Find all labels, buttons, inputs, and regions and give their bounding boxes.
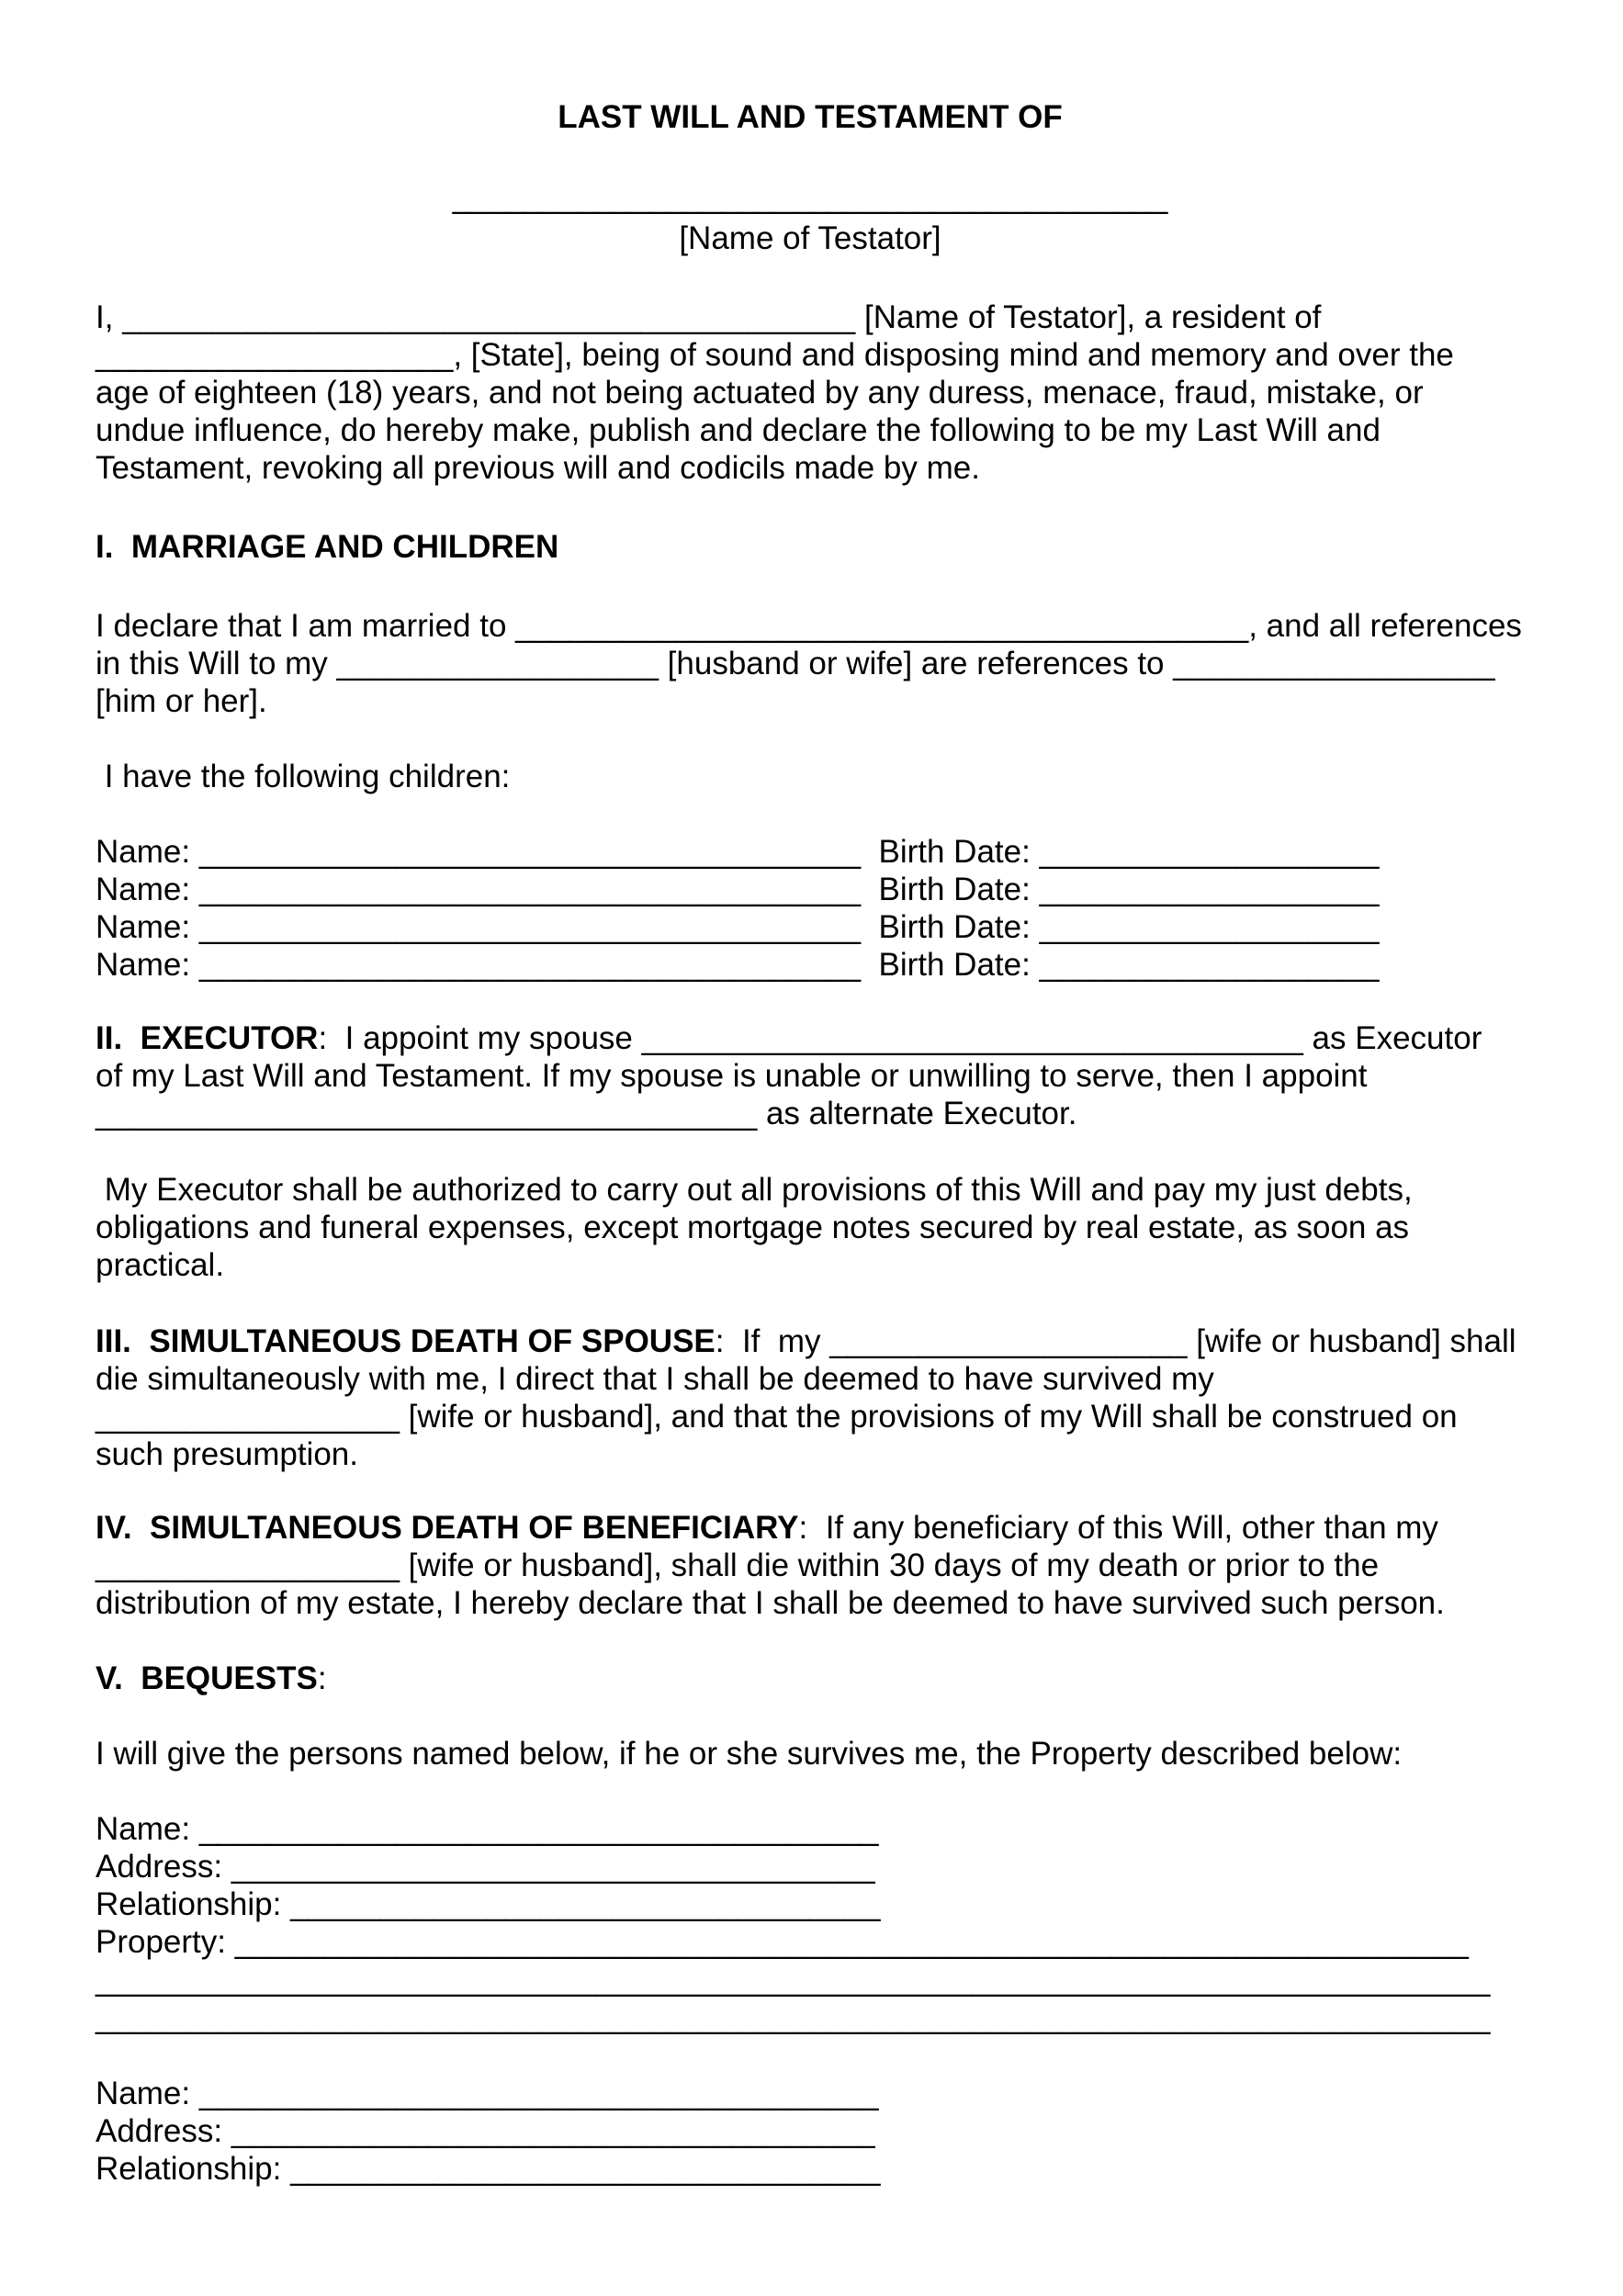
child-name-label: Name: [96, 834, 199, 870]
children-list [96, 833, 1525, 984]
testator-name-line [96, 178, 1525, 216]
beneficiary-death-line-3: distribution of my estate, I hereby declare that I shall be deemed to have survived such person. [96, 1585, 1445, 1621]
executor-powers-line-2: obligations and funeral expenses, except mortgage notes secured by real estate, as soon as [96, 1210, 1410, 1245]
spouse-death-line-1-text: : If my [715, 1323, 830, 1359]
bequest-property-continuation-blank: ______________________________________________________________________________ [96, 1962, 1491, 1998]
bequest-property-blank: _____________________________________________________________________ [234, 1924, 1469, 1960]
spouse-death-line-1 [96, 1322, 1525, 1360]
spouse-death-line-3-tail: [wife or husband], and that the provisions of my Will shall be construed on [399, 1399, 1458, 1435]
bequest-1-name-line [96, 1810, 1525, 1848]
bequest-address-blank: ____________________________________ [231, 1849, 875, 1885]
marriage-line-2-text: in this Will to my [96, 646, 337, 681]
opening-line-1-tail: [Name of Testator], a resident of [855, 299, 1322, 335]
marriage-line-1-text: I declare that I am married to [96, 608, 516, 644]
spouse-death-line-4: such presumption. [96, 1436, 358, 1472]
bequest-relationship-blank: _________________________________ [290, 1886, 881, 1922]
beneficiary-death-line-2-tail: [wife or husband], shall die within 30 days of my death or prior to the [399, 1548, 1380, 1583]
section-heading-marriage: I. MARRIAGE AND CHILDREN [96, 529, 559, 565]
section-heading-beneficiary-death: IV. SIMULTANEOUS DEATH OF BENEFICIARY [96, 1510, 799, 1546]
bequest-property-continuation-blank: ______________________________________________________________________________ [96, 1999, 1491, 2035]
spouse-death-line-3 [96, 1398, 1525, 1435]
bequest-block-1 [96, 1810, 1525, 2036]
child-name-blank: _____________________________________ [198, 834, 862, 870]
executor-spouse-blank: _____________________________________ [641, 1020, 1303, 1056]
child-name-label: Name: [96, 909, 199, 945]
child-birth-date-blank: ___________________ [1039, 909, 1380, 945]
child-birth-date-blank: ___________________ [1039, 834, 1380, 870]
executor-powers-paragraph [96, 1171, 1525, 1284]
opening-line-1 [96, 298, 1525, 336]
bequest-name-blank: ______________________________________ [198, 2076, 879, 2111]
bequest-block-2 [96, 2075, 1525, 2188]
opening-line-5: Testament, revoking all previous will and codicils made by me. [96, 450, 980, 486]
marriage-line-3: [him or her]. [96, 683, 267, 719]
bequest-1-property-continuation-2 [96, 1998, 1525, 2036]
opening-paragraph [96, 298, 1525, 487]
bequest-2-address-line [96, 2112, 1525, 2150]
child-birth-date-label: Birth Date: [861, 909, 1040, 945]
bequest-address-label: Address: [96, 2113, 231, 2149]
spouse-death-reference-blank: _________________ [96, 1399, 400, 1435]
testator-name-caption: [Name of Testator] [679, 220, 941, 256]
bequest-relationship-blank: _________________________________ [290, 2151, 881, 2187]
beneficiary-death-line-1 [96, 1509, 1525, 1547]
spouse-death-line-1-tail: [wife or husband] shall [1187, 1323, 1516, 1359]
bequest-relationship-label: Relationship: [96, 1886, 291, 1922]
child-name-label: Name: [96, 947, 199, 983]
spouse-title-blank: __________________ [336, 646, 659, 681]
opening-line-4: undue influence, do hereby make, publish and declare the following to be my Last Will and [96, 412, 1381, 448]
testator-name-blank: ________________________________________ [452, 179, 1168, 215]
section-heading-executor: II. EXECUTOR [96, 1020, 319, 1056]
opening-line-1-text: I, [96, 299, 123, 335]
bequests-intro: I will give the persons named below, if he or she survives me, the Property described below: [96, 1736, 1403, 1772]
child-name-label: Name: [96, 872, 199, 907]
marriage-line-1 [96, 607, 1525, 645]
bequests-heading-colon: : [317, 1660, 327, 1696]
child-row-3 [96, 908, 1525, 946]
executor-powers-line-3: practical. [96, 1247, 225, 1283]
marriage-line-2 [96, 645, 1525, 682]
executor-line-1-text: : I appoint my spouse [318, 1020, 642, 1056]
child-row-4 [96, 946, 1525, 984]
spouse-name-blank: _________________________________________ [515, 608, 1249, 644]
bequest-address-blank: ____________________________________ [231, 2113, 875, 2149]
executor-line-1-tail: as Executor [1302, 1020, 1482, 1056]
spouse-death-paragraph [96, 1322, 1525, 1473]
child-birth-date-blank: ___________________ [1039, 947, 1380, 983]
child-birth-date-label: Birth Date: [861, 834, 1040, 870]
bequest-name-blank: ______________________________________ [198, 1811, 879, 1847]
bequest-2-name-line [96, 2075, 1525, 2112]
marriage-paragraph [96, 607, 1525, 720]
bequest-property-label: Property: [96, 1924, 235, 1960]
child-name-blank: _____________________________________ [198, 909, 862, 945]
document-title: LAST WILL AND TESTAMENT OF [558, 99, 1063, 135]
bequest-relationship-label: Relationship: [96, 2151, 291, 2187]
spouse-death-title-blank: ____________________ [829, 1323, 1188, 1359]
child-row-2 [96, 871, 1525, 908]
marriage-line-1-tail: , and all references [1248, 608, 1522, 644]
bequest-1-address-line [96, 1848, 1525, 1885]
section-heading-bequests [96, 1660, 1525, 1697]
child-birth-date-blank: ___________________ [1039, 872, 1380, 907]
bequest-address-label: Address: [96, 1849, 231, 1885]
child-row-1 [96, 833, 1525, 871]
bequest-1-property-line [96, 1923, 1525, 1961]
spouse-death-line-2: die simultaneously with me, I direct that I shall be deemed to have survived my [96, 1361, 1214, 1397]
child-name-blank: _____________________________________ [198, 872, 862, 907]
child-birth-date-label: Birth Date: [861, 947, 1040, 983]
executor-paragraph [96, 1019, 1525, 1132]
section-heading-spouse-death: III. SIMULTANEOUS DEATH OF SPOUSE [96, 1323, 716, 1359]
child-name-blank: _____________________________________ [198, 947, 862, 983]
executor-line-3-tail: as alternate Executor. [757, 1096, 1077, 1131]
marriage-line-2-mid: [husband or wife] are references to [658, 646, 1174, 681]
bequests-heading-text: V. BEQUESTS [96, 1660, 318, 1696]
beneficiary-death-line-2 [96, 1547, 1525, 1584]
executor-line-3 [96, 1095, 1525, 1132]
bequest-1-property-continuation-1 [96, 1961, 1525, 1998]
executor-line-2: of my Last Will and Testament. If my spouse is unable or unwilling to serve, then I appoint [96, 1058, 1368, 1094]
executor-line-1 [96, 1019, 1525, 1057]
beneficiary-death-reference-blank: _________________ [96, 1548, 400, 1583]
beneficiary-death-line-1-text: : If any beneficiary of this Will, other than my [798, 1510, 1438, 1546]
bequest-name-label: Name: [96, 2076, 199, 2111]
opening-line-2-text: , [State], being of sound and disposing mind and memory and over the [453, 337, 1454, 373]
state-field-blank: ____________________ [96, 337, 454, 373]
children-intro: I have the following children: [96, 759, 511, 794]
spouse-reference-blank: __________________ [1173, 646, 1495, 681]
bequest-name-label: Name: [96, 1811, 199, 1847]
alternate-executor-blank: _____________________________________ [96, 1096, 758, 1131]
bequest-1-relationship-line [96, 1885, 1525, 1923]
testator-name-field-blank: _________________________________________ [122, 299, 856, 335]
child-birth-date-label: Birth Date: [861, 872, 1040, 907]
bequest-2-relationship-line [96, 2150, 1525, 2188]
beneficiary-death-paragraph [96, 1509, 1525, 1622]
opening-line-2 [96, 336, 1525, 374]
opening-line-3: age of eighteen (18) years, and not being actuated by any duress, menace, fraud, mistake, or [96, 375, 1424, 411]
executor-powers-line-1: My Executor shall be authorized to carry out all provisions of this Will and pay my just debts, [96, 1172, 1413, 1208]
